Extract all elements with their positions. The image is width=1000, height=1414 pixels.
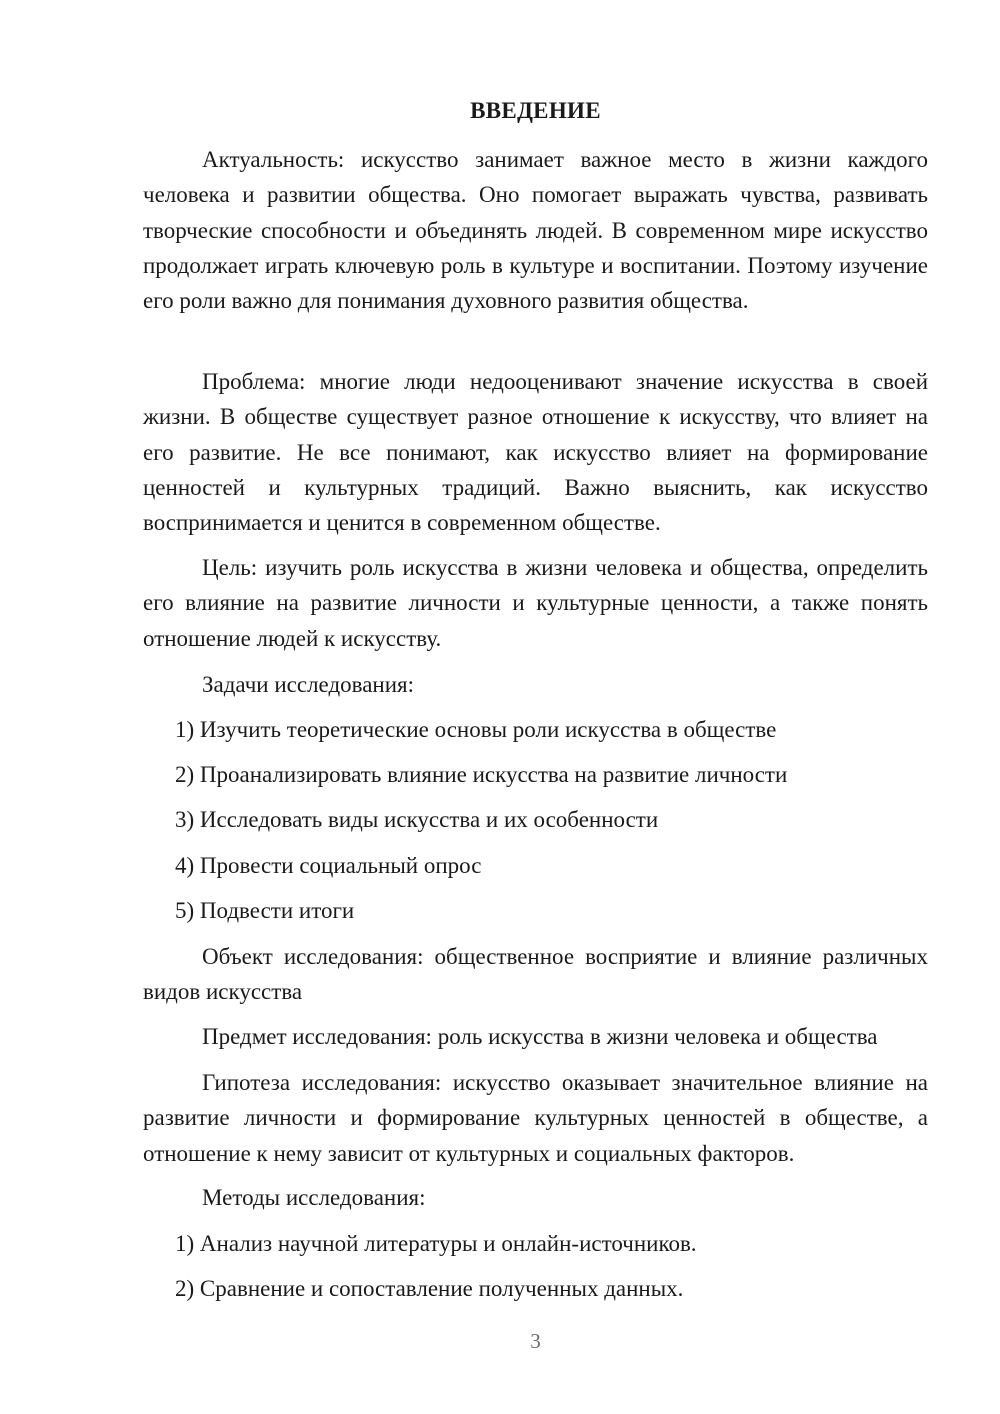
methods-label: Методы исследования: bbox=[202, 1185, 426, 1210]
object-paragraph: Объект исследования: общественное восприятие и влияние различных видов искусства bbox=[143, 944, 928, 1005]
subject-paragraph: Предмет исследования: роль искусства в жизни человека и общества bbox=[202, 1024, 878, 1049]
page-title: ВВЕДЕНИЕ bbox=[470, 98, 601, 123]
task-item-2: 2) Проанализировать влияние искусства на развитие личности bbox=[175, 762, 788, 787]
task-item-5: 5) Подвести итоги bbox=[175, 898, 355, 923]
hypothesis-paragraph: Гипотеза исследования: искусство оказывает значительное влияние на развитие личности и формирование культурных ценностей в обществе, а отношение к нему зависит от культурных и социальных факторов. bbox=[143, 1070, 928, 1166]
tasks-label: Задачи исследования: bbox=[202, 672, 415, 697]
task-item-3: 3) Исследовать виды искусства и их особенности bbox=[175, 807, 659, 832]
goal-paragraph: Цель: изучить роль искусства в жизни человека и общества, определить его влияние на развитие личности и культурные ценности, а также понять отношение людей к искусству. bbox=[143, 555, 928, 651]
method-item-1: 1) Анализ научной литературы и онлайн-источников. bbox=[175, 1231, 697, 1256]
relevance-paragraph: Актуальность: искусство занимает важное место в жизни каждого человека и развитии общества. Оно помогает выражать чувства, развивать творческие способности и объединять людей. В современном мире искусство продолжает играть ключевую роль в культуре и воспитании. Поэтому изучение его роли важно для понимания духовного развития общества. bbox=[143, 147, 928, 314]
task-item-1: 1) Изучить теоретические основы роли искусства в обществе bbox=[175, 717, 777, 742]
page-number: 3 bbox=[530, 1329, 541, 1353]
task-item-4: 4) Провести социальный опрос bbox=[175, 853, 482, 878]
problem-paragraph: Проблема: многие люди недооценивают значение искусства в своей жизни. В обществе существует разное отношение к искусству, что влияет на его развитие. Не все понимают, как искусство влияет на формирование ценностей и культурных традиций. Важно выяснить, как искусство воспринимается и ценится в современном обществе. bbox=[143, 369, 928, 536]
method-item-2: 2) Сравнение и сопоставление полученных данных. bbox=[175, 1276, 684, 1301]
